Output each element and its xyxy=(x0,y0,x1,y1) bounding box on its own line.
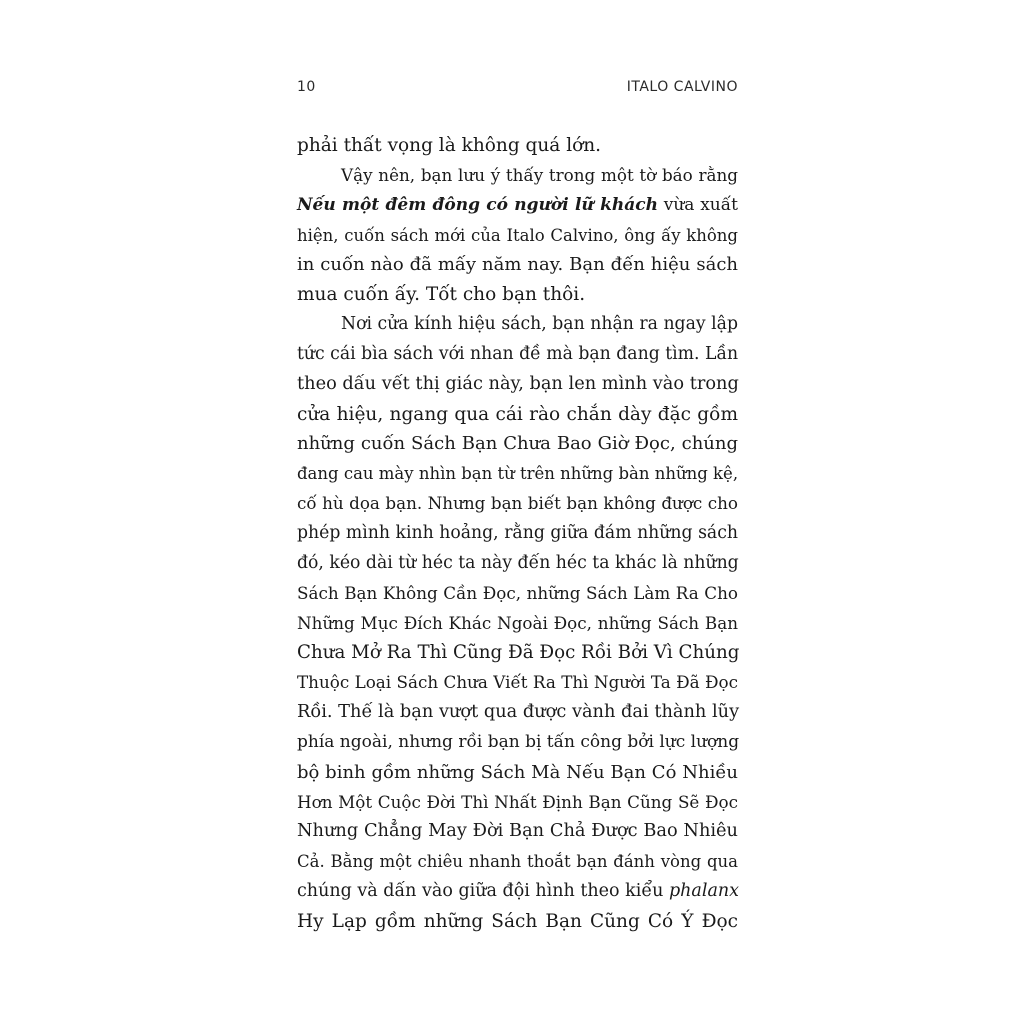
text-line: bộ binh gồm những Sách Mà Nếu Bạn Có Nhiều xyxy=(297,761,738,783)
text-line: những cuốn Sách Bạn Chưa Bao Giờ Đọc, chúng xyxy=(297,433,738,455)
text-line: đó, kéo dài từ héc ta này đến héc ta khác là những xyxy=(297,552,739,573)
text-line: Hy Lạp gồm những Sách Bạn Cũng Có Ý Đọc xyxy=(297,910,738,932)
text-line: Sách Bạn Không Cần Đọc, những Sách Làm Ra Cho xyxy=(297,582,738,603)
running-header xyxy=(297,79,738,99)
text-line: cửa hiệu, ngang qua cái rào chắn dày đặc gồm xyxy=(297,403,738,425)
text-line: Hơn Một Cuộc Đời Thì Nhất Định Bạn Cũng Sẽ Đọc xyxy=(297,791,738,812)
text-line: Chưa Mở Ra Thì Cũng Đã Đọc Rồi Bởi Vì Chúng xyxy=(297,642,740,664)
text-line: Cả. Bằng một chiêu nhanh thoắt bạn đánh vòng qua xyxy=(297,852,738,872)
text-line: phía ngoài, nhưng rồi bạn bị tấn công bởi lực lượng xyxy=(297,731,740,752)
text-line: theo dấu vết thị giác này, bạn len mình vào trong xyxy=(297,373,739,394)
text-line: chúng và dấn vào giữa đội hình theo kiểu phalanx xyxy=(297,881,740,902)
text-line: phép mình kinh hoảng, rằng giữa đám những sách xyxy=(297,522,738,543)
book-title-emphasis: Nếu một đêm đông có người lữ khách xyxy=(297,194,658,215)
text-line: in cuốn nào đã mấy năm nay. Bạn đến hiệu sách xyxy=(297,254,738,276)
text-line: Nhưng Chẳng May Đời Bạn Chả Được Bao Nhiêu xyxy=(297,821,738,842)
text-line: Thuộc Loại Sách Chưa Viết Ra Thì Người Ta Đã Đọc xyxy=(297,672,738,693)
text-line: Nơi cửa kính hiệu sách, bạn nhận ra ngay lập xyxy=(341,314,738,335)
body-text xyxy=(297,131,738,937)
text-line: tức cái bìa sách với nhan đề mà bạn đang tìm. Lần xyxy=(297,343,739,364)
text-line: hiện, cuốn sách mới của Italo Calvino, ông ấy không xyxy=(297,225,738,245)
foreign-term-emphasis: phalanx xyxy=(668,881,740,902)
text-line: Rồi. Thế là bạn vượt qua được vành đai thành lũy xyxy=(297,702,740,723)
text-line: phải thất vọng là không quá lớn. xyxy=(297,135,602,156)
page-number: 10 xyxy=(297,79,316,95)
running-title: ITALO CALVINO xyxy=(626,79,738,95)
text-line: Nếu một đêm đông có người lữ khách vừa xuất xyxy=(297,194,738,215)
text-line: mua cuốn ấy. Tốt cho bạn thôi. xyxy=(297,284,586,306)
text-line: cố hù dọa bạn. Nhưng bạn biết bạn không được cho xyxy=(297,493,738,514)
text-line: Vậy nên, bạn lưu ý thấy trong một tờ báo rằng xyxy=(341,164,738,185)
text-line: đang cau mày nhìn bạn từ trên những bàn những kệ, xyxy=(297,464,739,484)
text-line: Những Mục Đích Khác Ngoài Đọc, những Sách Bạn xyxy=(297,612,738,633)
